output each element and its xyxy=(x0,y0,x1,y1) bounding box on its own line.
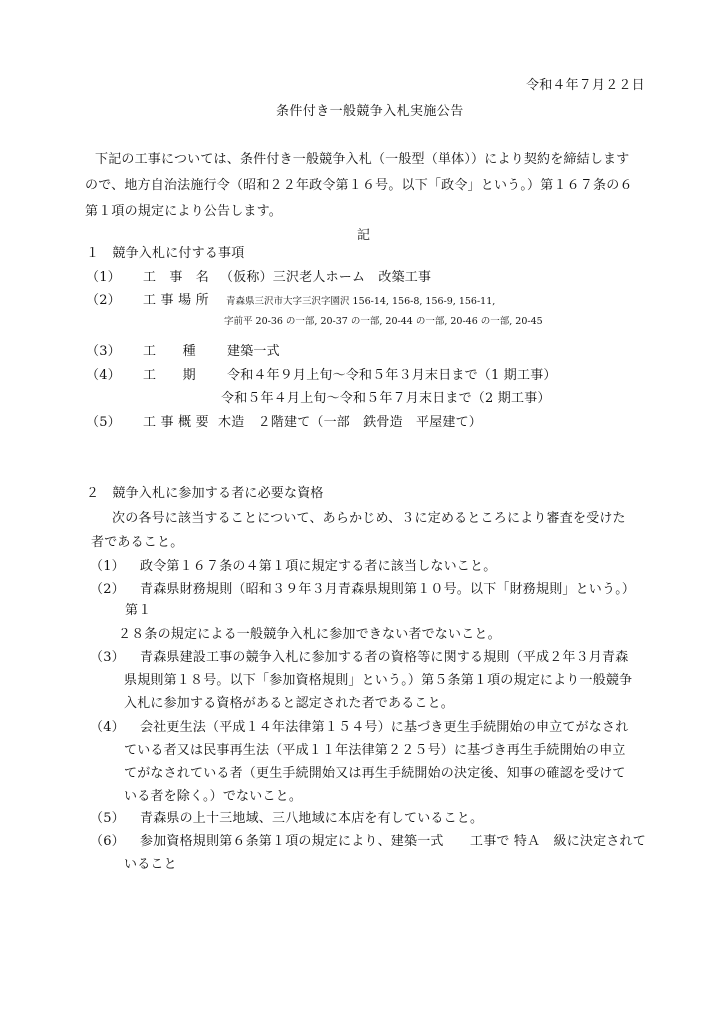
s2-item-4-line-2: ている者又は民事再生法（平成１１年法律第２２５号）に基づき再生手続開始の申立 xyxy=(124,743,626,758)
s2-item-6-num: （6） xyxy=(90,834,125,849)
s2-intro-line-1: 次の各号に該当することについて、あらかじめ、３に定めるところにより審査を受けた xyxy=(112,511,626,526)
s2-item-3-line-1: 青森県建設工事の競争入札に参加する者の資格等に関する規則（平成２年３月青森 xyxy=(140,650,629,665)
section-1-heading: １ 競争入札に付する事項 xyxy=(86,246,245,261)
s1-item-4-value-line-2: 令和５年４月上旬〜令和５年７月末日まで（2 期工事） xyxy=(221,391,551,406)
s2-item-2-num: （2） xyxy=(90,582,125,597)
s2-item-6-line-1: 参加資格規則第６条第１項の規定により、建築一式 工事で 特Ａ 級に決定されて xyxy=(140,834,646,849)
s1-item-5-value: 木造 ２階建て（一部 鉄骨造 平屋建て） xyxy=(218,415,483,430)
s2-item-4-num: （4） xyxy=(90,720,125,735)
s2-item-4-line-1: 会社更生法（平成１４年法律第１５４号）に基づき更生手続開始の申立てがなされ xyxy=(140,720,629,735)
s2-item-5-num: （5） xyxy=(90,811,125,826)
s2-item-3-line-3: 入札に参加する資格があると認定された者であること。 xyxy=(124,696,455,711)
ki-marker: 記 xyxy=(357,228,371,243)
s2-item-3-line-2: 県規則第１８号。以下「参加資格規則」という。）第５条第１項の規定により一般競争 xyxy=(124,673,633,688)
s1-item-1-label: 工 事 名 xyxy=(143,270,210,285)
s2-item-5-line-1: 青森県の上十三地域、三八地域に本店を有していること。 xyxy=(140,811,484,826)
s1-item-4-label: 工 期 xyxy=(143,368,196,383)
s1-item-2-value-line-1: 青森県三沢市大字三沢字園沢 156-14, 156-8, 156-9, 156-11, xyxy=(226,296,496,307)
s2-item-2-line-3: ２８条の規定による一般競争入札に参加できない者でないこと。 xyxy=(118,627,501,642)
s2-intro-line-2: 者であること。 xyxy=(91,535,184,550)
s1-item-1-num: （1） xyxy=(86,270,121,285)
s1-item-1-value: （仮称）三沢老人ホーム 改築工事 xyxy=(220,270,432,285)
s1-item-3-label: 工 種 xyxy=(143,344,196,359)
s1-item-5-num: （5） xyxy=(86,415,121,430)
notice-date: 令和４年７月２２日 xyxy=(526,78,645,93)
s2-item-2-line-1: 青森県財務規則（昭和３９年３月青森県規則第１０号。以下「財務規則」という。） xyxy=(140,582,636,597)
s1-item-5-label: 工 事 概 要 xyxy=(143,415,209,430)
s2-item-4-line-4: いる者を除く。）でないこと。 xyxy=(124,789,303,804)
s2-item-6-line-2: いること xyxy=(124,857,177,872)
s2-item-1-num: （1） xyxy=(90,559,125,574)
s1-item-3-num: （3） xyxy=(86,344,121,359)
s1-item-4-num: （4） xyxy=(86,368,121,383)
intro-line-2: ので、地方自治法施行令（昭和２２年政令第１６号。以下「政令」という。）第１６７条の６ xyxy=(85,178,633,193)
s2-item-4-line-3: てがなされている者（更生手続開始又は再生手続開始の決定後、知事の確認を受けて xyxy=(124,766,626,781)
s1-item-3-value: 建築一式 xyxy=(227,344,280,359)
s1-item-2-value-line-2: 字前平 20-36 の一部, 20-37 の一部, 20-44 の一部, 20-46 の一部, 20-45 xyxy=(224,316,543,327)
s1-item-4-value-line-1: 令和４年９月上旬〜令和５年３月末日まで（1 期工事） xyxy=(227,368,557,383)
s2-item-1-line-1: 政令第１６７条の４第１項に規定する者に該当しないこと。 xyxy=(140,559,497,574)
s2-item-3-num: （3） xyxy=(90,650,125,665)
s1-item-2-label: 工 事 場 所 xyxy=(143,293,209,308)
s2-item-2-line-2: 第１ xyxy=(125,603,152,618)
intro-line-1: 下記の工事については、条件付き一般競争入札（一般型（単体））により契約を締結します xyxy=(95,152,630,167)
intro-line-3: 第１項の規定により公告します。 xyxy=(85,204,282,219)
s1-item-2-num: （2） xyxy=(86,293,121,308)
notice-title: 条件付き一般競争入札実施公告 xyxy=(276,104,464,119)
section-2-heading: ２ 競争入札に参加する者に必要な資格 xyxy=(86,486,324,501)
